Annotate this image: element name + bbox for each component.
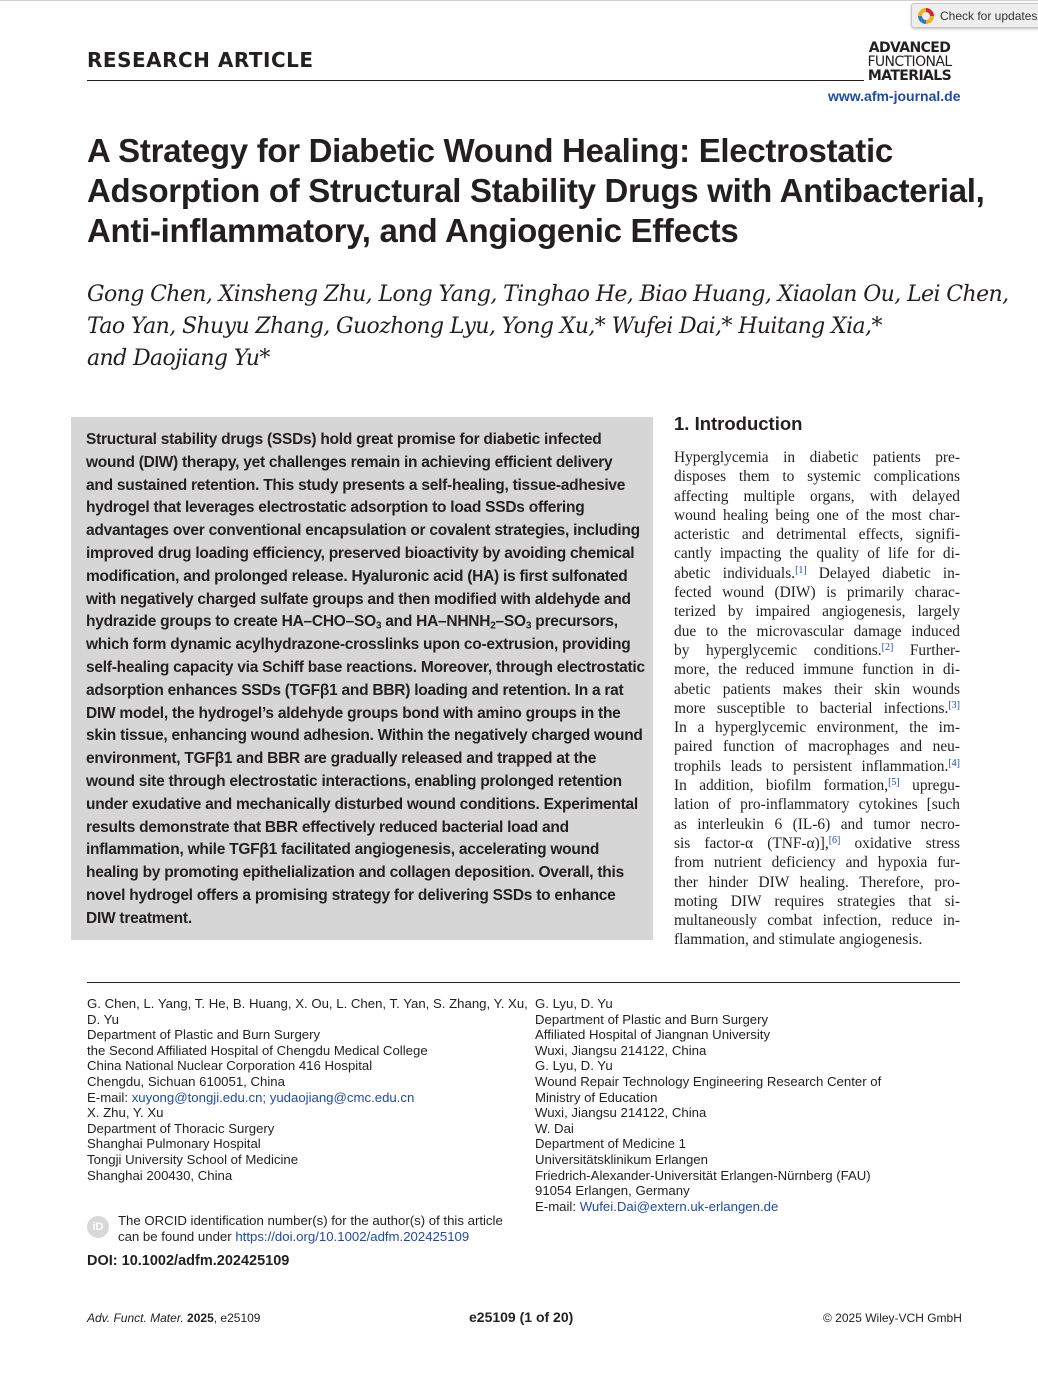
email-link[interactable]: Wufei.Dai@extern.uk-erlangen.de [579, 1198, 779, 1214]
affiliation-line: Shanghai 200430, China [87, 1167, 233, 1183]
affiliation-line: the Second Affiliated Hospital of Chengdu Medical College [87, 1042, 428, 1058]
affiliation-line: Ministry of Education [535, 1089, 658, 1105]
footer-copyright: © 2025 Wiley-VCH GmbH [823, 1311, 962, 1325]
orcid-doi-link[interactable]: https://doi.org/10.1002/adfm.202425109 [235, 1229, 470, 1244]
affiliation-line: Department of Plastic and Burn Surgery [87, 1027, 321, 1043]
abstract-line: self-healing capacity via Schiff base reactions. Moreover, through electrostatic [86, 658, 645, 676]
intro-line: by hyperglycemic conditions.[2] Further- [674, 641, 960, 659]
abstract-line: wound (DIW) therapy, yet challenges remain in achieving efficient delivery [86, 453, 613, 471]
intro-line: abetic individuals.[1] Delayed diabetic in- [674, 564, 960, 582]
affiliation-line: G. Lyu, D. Yu [535, 1058, 613, 1074]
intro-line: acteristic and detrimental effects, signifi- [674, 526, 960, 544]
intro-line: ther hinder DIW healing. Therefore, pro- [674, 873, 960, 891]
abstract-line: improved drug loading efficiency, preserved bioactivity by avoiding chemical [86, 544, 635, 562]
abstract-box [71, 417, 653, 940]
intro-line: from nutrient deficiency and hypoxia fur- [674, 854, 960, 872]
intro-line: moting DIW requires strategies that si- [674, 892, 960, 910]
intro-line: abetic patients makes their skin wounds [674, 680, 960, 698]
abstract-line: and sustained retention. This study presents a self-healing, tissue-adhesive [86, 476, 626, 494]
affiliation-line: 91054 Erlangen, Germany [535, 1183, 690, 1199]
affiliation-line: D. Yu [87, 1011, 120, 1027]
affiliation-line: China National Nuclear Corporation 416 Hospital [87, 1058, 373, 1074]
citation-link[interactable]: [3] [948, 699, 960, 711]
intro-line: Hyperglycemia in diabetic patients pre- [674, 449, 960, 466]
email-link[interactable]: xuyong@tongji.edu.cn; yudaojiang@cmc.edu.cn [131, 1089, 415, 1105]
abstract-line: advantages over conventional encapsulation or covalent strategies, including [86, 522, 640, 540]
footer-page-number: e25109 (1 of 20) [469, 1309, 574, 1325]
check-for-updates-label: Check for updates [940, 8, 1038, 23]
logo-line-3: MATERIALS [867, 68, 952, 84]
crossmark-icon [918, 8, 934, 24]
author-list [87, 279, 1009, 375]
citation-link[interactable]: [2] [881, 641, 894, 653]
citation-link[interactable]: [5] [888, 777, 900, 789]
author-line: Gong Chen, Xinsheng Zhu, Long Yang, Tinghao He, Biao Huang, Xiaolan Ou, Lei Chen, [87, 282, 1009, 307]
affiliations-right [535, 996, 955, 1214]
abstract-line: Structural stability drugs (SSDs) hold great promise for diabetic infected [86, 431, 602, 448]
intro-line: as interleukin 6 (IL-6) and tumor necro- [674, 815, 960, 833]
intro-line: In a hyperglycemic environment, the im- [674, 719, 960, 737]
affiliation-line: X. Zhu, Y. Xu [87, 1105, 164, 1121]
logo-line-2: FUNCTIONAL [867, 54, 952, 70]
title-line: A Strategy for Diabetic Wound Healing: Electrostatic [87, 132, 893, 169]
orcid-line: can be found under https://doi.org/10.1002/adfm.202425109 [118, 1229, 470, 1244]
abstract-text [86, 429, 646, 931]
footnote-rule [87, 982, 960, 983]
affiliations-left [87, 996, 527, 1183]
affiliation-line: W. Dai [535, 1120, 574, 1136]
intro-line: more susceptible to bacterial infections.[3] [674, 699, 960, 717]
citation-link[interactable]: [4] [948, 757, 960, 769]
citation-link[interactable]: [1] [795, 564, 807, 576]
affiliation-line: Affiliated Hospital of Jiangnan University [535, 1027, 771, 1043]
abstract-line: hydrogel that leverages electrostatic adsorption to load SSDs offering [86, 499, 585, 517]
check-for-updates-badge[interactable] [911, 3, 1038, 28]
intro-line: wound healing being one of the most char- [674, 506, 960, 524]
affiliation-line: G. Lyu, D. Yu [535, 996, 613, 1011]
journal-url-link[interactable]: www.afm-journal.de [828, 88, 961, 104]
abstract-line: adsorption enhances SSDs (TGFβ1 and BBR) loading and retention. In a rat [86, 681, 624, 699]
abstract-line: under exudative and mechanically disturbed wound conditions. Experimental [86, 795, 638, 813]
affiliation-line: Tongji University School of Medicine [87, 1151, 299, 1167]
logo-line-1: ADVANCED [868, 40, 951, 56]
affiliation-line: Department of Plastic and Burn Surgery [535, 1011, 769, 1027]
abstract-line: which form dynamic acylhydrazone-crosslinks upon co-extrusion, providing [86, 636, 631, 654]
orcid-icon: iD [87, 1216, 109, 1238]
intro-line: sis factor-α (TNF-α)],[6] oxidative stress [674, 834, 961, 852]
abstract-line: modification, and prolonged release. Hyaluronic acid (HA) is first sulfonated [86, 567, 628, 585]
intro-line: cantly impacting the quality of life for di- [674, 545, 960, 563]
affiliation-line: G. Chen, L. Yang, T. He, B. Huang, X. Ou, L. Chen, T. Yan, S. Zhang, Y. Xu, [87, 996, 528, 1011]
intro-line: flammation, and stimulate angiogenesis. [674, 931, 923, 949]
introduction-heading: 1. Introduction [674, 413, 803, 434]
abstract-line: wound site through electrostatic interactions, enabling prolonged retention [86, 772, 622, 790]
introduction-text [674, 448, 960, 950]
abstract-line: with negatively charged sulfate groups and then modified with aldehyde and [86, 590, 631, 608]
title-line: Adsorption of Structural Stability Drugs with Antibacterial, [87, 172, 985, 209]
journal-logo [858, 41, 961, 83]
intro-line: terized by impaired angiogenesis, largely [674, 603, 960, 621]
intro-line: paired function of macrophages and neu- [674, 738, 960, 756]
title-line: Anti-inflammatory, and Angiogenic Effects [87, 212, 739, 249]
affiliation-email-line: E-mail: xuyong@tongji.edu.cn; yudaojiang@cmc.edu.cn [87, 1089, 415, 1105]
author-line: and Daojiang Yu* [87, 346, 270, 371]
affiliation-line: Universitätsklinikum Erlangen [535, 1151, 708, 1167]
abstract-line: results demonstrate that BBR effectively reduced bacterial load and [86, 818, 569, 836]
orcid-line: The ORCID identification number(s) for the author(s) of this article [118, 1213, 503, 1228]
intro-line: trophils leads to persistent inflammation.[4] [674, 757, 960, 775]
abstract-line: inflammation, while TGFβ1 facilitated angiogenesis, accelerating wound [86, 841, 600, 859]
affiliation-line: Wuxi, Jiangsu 214122, China [535, 1105, 707, 1121]
intro-line: lation of pro-inflammatory cytokines [such [674, 796, 960, 814]
intro-line: multaneously combat infection, reduce in- [674, 912, 960, 930]
intro-line: affecting multiple organs, with delayed [674, 487, 960, 505]
footer-citation: Adv. Funct. Mater. 2025, e25109 [87, 1311, 261, 1325]
affiliation-line: Wuxi, Jiangsu 214122, China [535, 1042, 707, 1058]
affiliation-line: Department of Thoracic Surgery [87, 1120, 275, 1136]
abstract-line: healing by promoting epithelialization and collagen deposition. Overall, this [86, 864, 624, 882]
page-top-border [0, 0, 1038, 1]
affiliation-line: Wound Repair Technology Engineering Research Center of [535, 1073, 882, 1089]
intro-line: more, the reduced immune function in di- [674, 661, 960, 679]
intro-line: fected wound (DIW) is primarily charac- [674, 584, 960, 602]
header-rule [87, 80, 864, 81]
abstract-line: skin tissue, enhancing wound adhesion. Within the negatively charged wound [86, 727, 643, 745]
citation-link[interactable]: [6] [828, 834, 841, 846]
affiliation-line: Department of Medicine 1 [535, 1136, 686, 1152]
author-line: Tao Yan, Shuyu Zhang, Guozhong Lyu, Yong Xu,* Wufei Dai,* Huitang Xia,* [87, 314, 882, 339]
intro-line: disposes them to systemic complications [674, 468, 960, 486]
abstract-line: DIW treatment. [86, 909, 192, 927]
affiliation-line: Shanghai Pulmonary Hospital [87, 1136, 261, 1152]
article-doi: DOI: 10.1002/adfm.202425109 [87, 1253, 290, 1269]
abstract-line: novel hydrogel offers a promising strategy for delivering SSDs to enhance [86, 886, 616, 904]
section-label: RESEARCH ARTICLE [87, 48, 314, 72]
affiliation-email-line: E-mail: Wufei.Dai@extern.uk-erlangen.de [535, 1198, 779, 1214]
abstract-line: DIW model, the hydrogel’s aldehyde groups bond with amino groups in the [86, 704, 621, 722]
affiliation-line: Chengdu, Sichuan 610051, China [87, 1073, 285, 1089]
abstract-line: environment, TGFβ1 and BBR are gradually released and trapped at the [86, 750, 597, 768]
abstract-line: hydrazide groups to create $HA-CHO-SO_3$ and $HA-NHNH_2-SO_3$ precursors, [86, 613, 618, 632]
intro-line: In addition, biofilm formation,[5] upregu- [674, 777, 960, 795]
intro-line: due to the microvascular damage induced [674, 622, 960, 640]
orcid-note [118, 1213, 503, 1245]
article-title [87, 131, 985, 251]
affiliation-line: Friedrich-Alexander-Universität Erlangen-Nürnberg (FAU) [535, 1167, 871, 1183]
